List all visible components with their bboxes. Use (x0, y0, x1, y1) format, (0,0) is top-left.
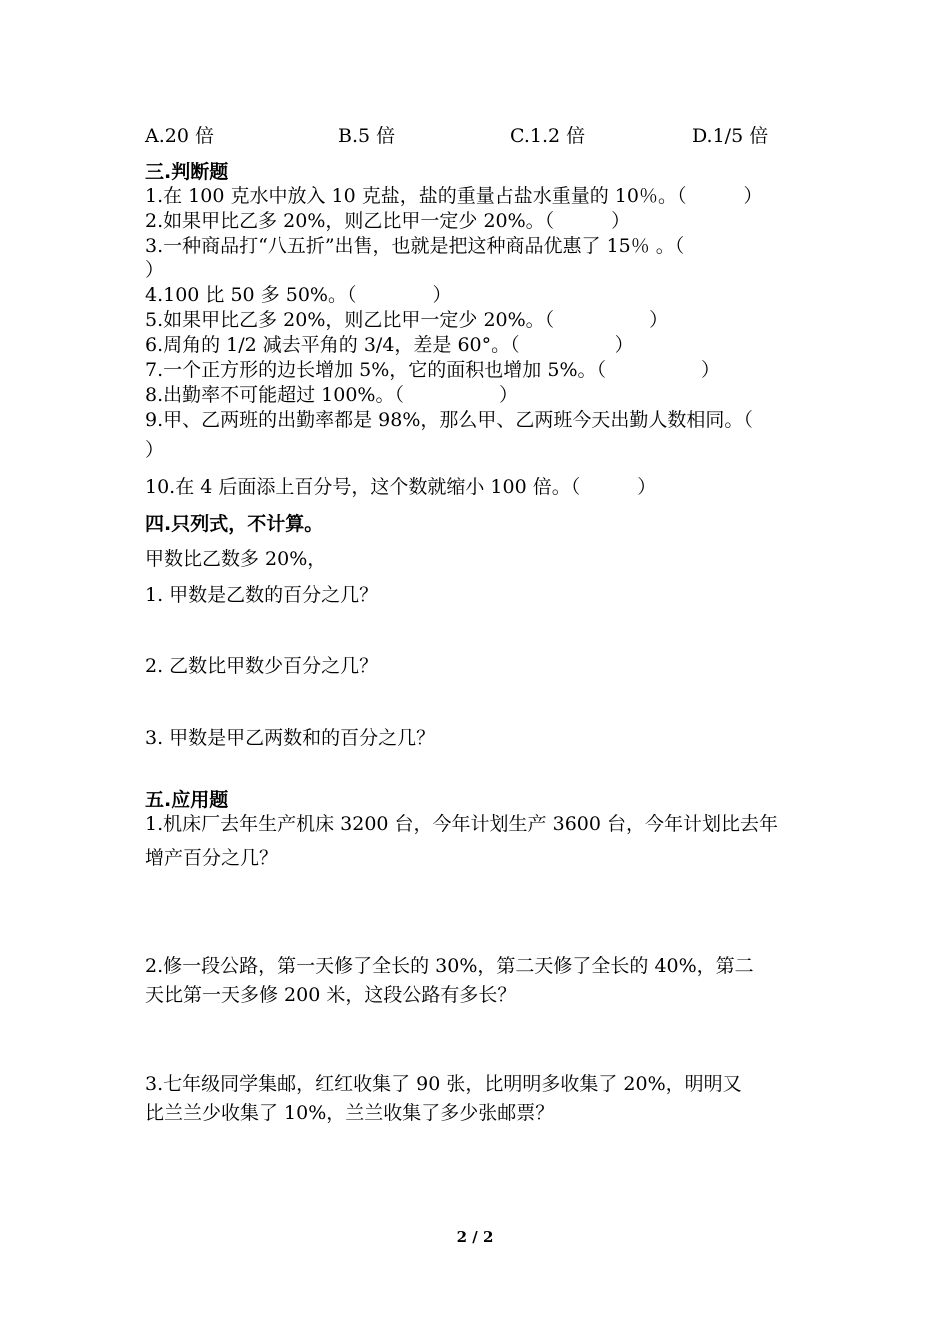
question-line: 8.出勤率不可能超过 100%。（ ） (145, 384, 518, 406)
page-number: 2 / 2 (456, 1228, 494, 1246)
section-intro: 甲数比乙数多 20%， (145, 548, 327, 570)
question-line: 3. 甲数是甲乙两数和的百分之几？ (145, 727, 436, 749)
question-line: 3.一种商品打“八五折”出售，也就是把这种商品优惠了 15％ 。（ (145, 235, 685, 257)
option-b: B.5 倍 (338, 125, 396, 147)
question-line: 5.如果甲比乙多 20%，则乙比甲一定少 20%。（ ） (145, 309, 669, 331)
question-line: 4.100 比 50 多 50%。（ ） (145, 284, 452, 306)
section-title: 三.判断题 (145, 161, 229, 183)
question-line: 1.在 100 克水中放入 10 克盐，盐的重量占盐水重量的 10％。（ ） (145, 185, 763, 207)
question-line: ） (145, 439, 165, 461)
problem-line: 比兰兰少收集了 10%，兰兰收集了多少张邮票？ (145, 1102, 555, 1124)
question-line: 9.甲、乙两班的出勤率都是 98%，那么甲、乙两班今天出勤人数相同。（ (145, 409, 753, 431)
problem-line: 2.修一段公路，第一天修了全长的 30%，第二天修了全长的 40%，第二 (145, 955, 754, 977)
problem-line: 3.七年级同学集邮，红红收集了 90 张，比明明多收集了 20%，明明又 (145, 1073, 742, 1095)
question-line: 6.周角的 1/2 减去平角的 3/4，差是 60°。（ ） (145, 334, 634, 356)
question-line: ） (145, 259, 165, 281)
question-line: 10.在 4 后面添上百分号，这个数就缩小 100 倍。（ ） (145, 476, 657, 498)
option-a: A.20 倍 (145, 125, 214, 147)
question-line: 7.一个正方形的边长增加 5%，它的面积也增加 5%。（ ） (145, 359, 720, 381)
problem-line: 增产百分之几？ (145, 847, 279, 869)
option-d: D.1/5 倍 (692, 125, 769, 147)
problem-line: 天比第一天多修 200 米，这段公路有多长？ (145, 984, 517, 1006)
question-line: 2.如果甲比乙多 20%，则乙比甲一定少 20%。（ ） (145, 210, 631, 232)
problem-line: 1.机床厂去年生产机床 3200 台，今年计划生产 3600 台，今年计划比去年 (145, 813, 778, 835)
question-line: 2. 乙数比甲数少百分之几？ (145, 655, 379, 677)
question-line: 1. 甲数是乙数的百分之几？ (145, 584, 379, 606)
section-title: 四.只列式，不计算。 (145, 513, 324, 535)
option-c: C.1.2 倍 (510, 125, 586, 147)
section-title: 五.应用题 (145, 789, 229, 811)
